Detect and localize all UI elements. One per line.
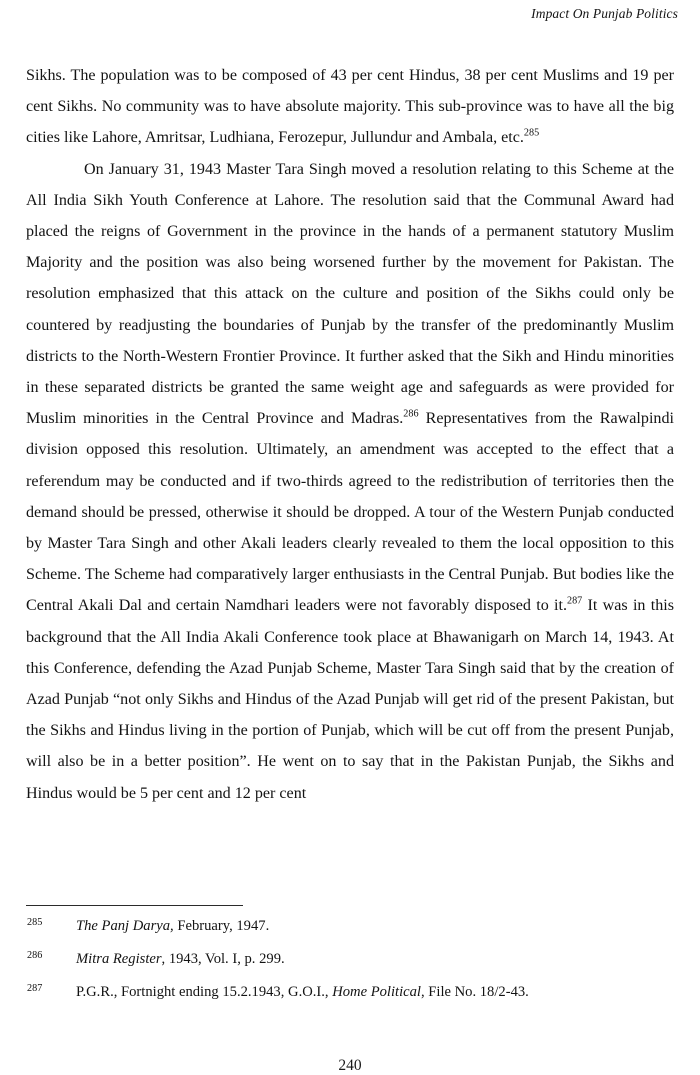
body-paragraph-1: Sikhs. The population was to be composed of 43 per cent Hindus, 38 per cent Muslims and 19 per cent Sikhs. No community was to have absolute majority. This sub-province was to have all the big cities like Lahore, Amritsar, Ludhiana, Ferozepur, Jullundur and Ambala, etc.$^{285}$ [26,67,674,147]
body-text-block [26,60,674,809]
footnote-number-286: 286 [27,950,43,961]
footnote-number-287: 287 [27,983,43,994]
body-paragraph-2: On January 31, 1943 Master Tara Singh moved a resolution relating to this Scheme at the All India Sikh Youth Conference at Lahore. The resolution said that the Communal Award had placed the reigns of Government in the province in the hands of a permanent statutory Muslim Majority and the position was also being worsened further by the movement for Pakistan. The resolution emphasized that this attack on the culture and position of the Sikhs could only be countered by readjusting the boundaries of Punjab by the transfer of the predominantly Muslim districts to the North-Western Frontier Province. It further asked that the Sikh and Hindu minorities in these separated districts be granted the same weight age and safeguards as were provided for Muslim minorities in the Central Province and Madras.$^{286}$ Representatives from the Rawalpindi division opposed this resolution. Ultimately, an amendment was accepted to the effect that a referendum may be conducted and if two-thirds agreed to the redistribution of territories then the demand should be pressed, otherwise it should be dropped. A tour of the Western Punjab conducted by Master Tara Singh and other Akali leaders clearly revealed to them the local opposition to this Scheme. The Scheme had comparatively larger enthusiasts in the Central Punjab. But bodies like the Central Akali Dal and certain Namdhari leaders were not favorably disposed to it.$^{287}$ It was in this background that the All India Akali Conference took place at Bhawanigarh on March 14, 1943. At this Conference, defending the Azad Punjab Scheme, Master Tara Singh said that by the creation of Azad Punjab “not only Sikhs and Hindus of the Azad Punjab will get rid of the present Pakistan, but the Sikhs and Hindus living in the portion of Punjab, which will be cut off from the present Punjab, will also be in a better position”. He went on to say that in the Pakistan Punjab, the Sikhs and Hindus would be 5 per cent and 12 per cent [26,160,674,802]
footnote-reference-285[interactable]: 285 [523,128,540,140]
footnotes-section [26,905,674,1015]
page-number: 240 [338,1057,362,1074]
footnote-text-286: Mitra Register, 1943, Vol. I, p. 299. [76,951,285,967]
italic-title: The Panj Darya, [76,918,174,934]
footnote-item-285 [26,916,674,942]
footnote-text-287: P.G.R., Fortnight ending 15.2.1943, G.O.I., Home Political, File No. 18/2-43. [76,984,529,1000]
footnote-separator-rule [26,905,243,906]
footnote-reference-287[interactable]: 287 [566,596,583,608]
footnote-number-285: 285 [27,917,43,928]
footnote-text-285: The Panj Darya, February, 1947. [76,918,270,934]
footnote-reference-286[interactable]: 286 [403,408,419,420]
italic-title: Mitra Register [76,951,162,967]
running-header: Impact On Punjab Politics [531,6,678,21]
italic-title: Home Political [332,984,421,1000]
footnote-item-287 [26,982,674,1008]
footnote-item-286 [26,949,674,975]
